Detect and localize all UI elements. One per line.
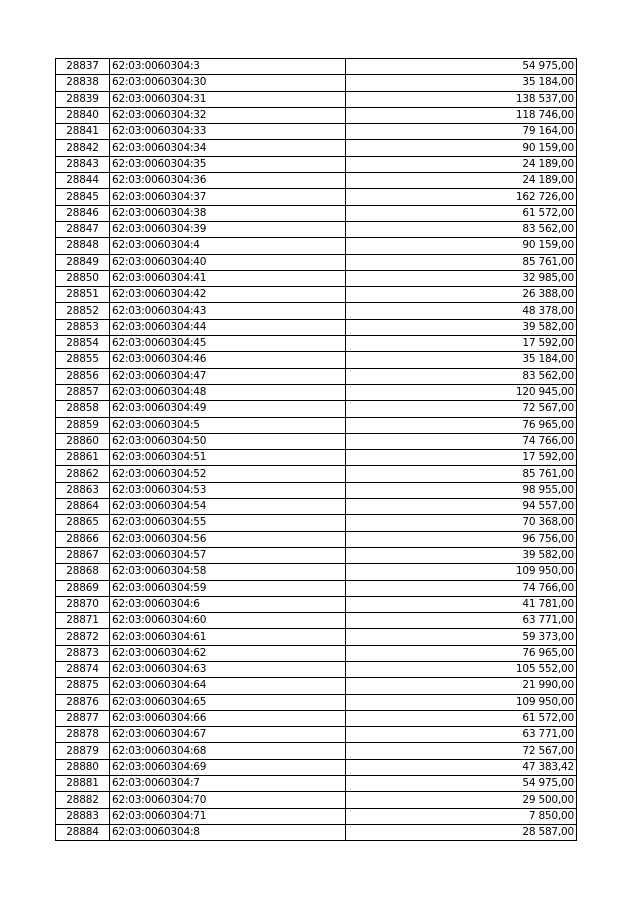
- cadastral-number-cell: 62:03:0060304:69: [110, 759, 346, 775]
- cadastral-number-cell: 62:03:0060304:5: [110, 417, 346, 433]
- table-row: [56, 645, 577, 661]
- table-row: [56, 727, 577, 743]
- cadastral-number-cell: 62:03:0060304:38: [110, 205, 346, 221]
- row-number-cell: 28853: [56, 319, 110, 335]
- table-row: [56, 792, 577, 808]
- value-cell: 79 164,00: [346, 124, 577, 140]
- table-row: [56, 303, 577, 319]
- cadastral-number-cell: 62:03:0060304:61: [110, 629, 346, 645]
- table-row: [56, 824, 577, 840]
- value-cell: 26 388,00: [346, 287, 577, 303]
- table-row: [56, 613, 577, 629]
- value-cell: 39 582,00: [346, 319, 577, 335]
- row-number-cell: 28882: [56, 792, 110, 808]
- table-row: [56, 107, 577, 123]
- value-cell: 41 781,00: [346, 596, 577, 612]
- value-cell: 72 567,00: [346, 743, 577, 759]
- row-number-cell: 28849: [56, 254, 110, 270]
- cadastral-number-cell: 62:03:0060304:59: [110, 580, 346, 596]
- value-cell: 7 850,00: [346, 808, 577, 824]
- cadastral-number-cell: 62:03:0060304:52: [110, 466, 346, 482]
- row-number-cell: 28870: [56, 596, 110, 612]
- cadastral-value-table: [55, 58, 577, 841]
- row-number-cell: 28843: [56, 156, 110, 172]
- table-row: [56, 515, 577, 531]
- table-row: [56, 91, 577, 107]
- row-number-cell: 28847: [56, 221, 110, 237]
- table-row: [56, 140, 577, 156]
- table-row: [56, 564, 577, 580]
- cadastral-number-cell: 62:03:0060304:50: [110, 433, 346, 449]
- value-cell: 24 189,00: [346, 173, 577, 189]
- cadastral-number-cell: 62:03:0060304:60: [110, 613, 346, 629]
- table-row: [56, 499, 577, 515]
- table-row: [56, 482, 577, 498]
- cadastral-number-cell: 62:03:0060304:46: [110, 352, 346, 368]
- table-row: [56, 547, 577, 563]
- cadastral-number-cell: 62:03:0060304:65: [110, 694, 346, 710]
- cadastral-number-cell: 62:03:0060304:42: [110, 287, 346, 303]
- value-cell: 85 761,00: [346, 466, 577, 482]
- value-cell: 94 557,00: [346, 499, 577, 515]
- value-cell: 24 189,00: [346, 156, 577, 172]
- cadastral-number-cell: 62:03:0060304:64: [110, 678, 346, 694]
- value-cell: 105 552,00: [346, 661, 577, 677]
- row-number-cell: 28845: [56, 189, 110, 205]
- cadastral-number-cell: 62:03:0060304:32: [110, 107, 346, 123]
- value-cell: 63 771,00: [346, 613, 577, 629]
- cadastral-number-cell: 62:03:0060304:35: [110, 156, 346, 172]
- value-cell: 76 965,00: [346, 417, 577, 433]
- table-row: [56, 352, 577, 368]
- cadastral-number-cell: 62:03:0060304:70: [110, 792, 346, 808]
- table-row: [56, 743, 577, 759]
- cadastral-number-cell: 62:03:0060304:30: [110, 75, 346, 91]
- row-number-cell: 28880: [56, 759, 110, 775]
- table-row: [56, 678, 577, 694]
- row-number-cell: 28865: [56, 515, 110, 531]
- row-number-cell: 28859: [56, 417, 110, 433]
- row-number-cell: 28864: [56, 499, 110, 515]
- value-cell: 28 587,00: [346, 824, 577, 840]
- value-cell: 63 771,00: [346, 727, 577, 743]
- value-cell: 21 990,00: [346, 678, 577, 694]
- table-row: [56, 596, 577, 612]
- row-number-cell: 28867: [56, 547, 110, 563]
- cadastral-number-cell: 62:03:0060304:58: [110, 564, 346, 580]
- value-cell: 54 975,00: [346, 59, 577, 75]
- value-cell: 59 373,00: [346, 629, 577, 645]
- row-number-cell: 28855: [56, 352, 110, 368]
- cadastral-number-cell: 62:03:0060304:3: [110, 59, 346, 75]
- row-number-cell: 28876: [56, 694, 110, 710]
- table-row: [56, 221, 577, 237]
- table-row: [56, 710, 577, 726]
- table-row: [56, 368, 577, 384]
- table-row: [56, 417, 577, 433]
- table-row: [56, 384, 577, 400]
- value-cell: 74 766,00: [346, 433, 577, 449]
- cadastral-number-cell: 62:03:0060304:54: [110, 499, 346, 515]
- value-cell: 48 378,00: [346, 303, 577, 319]
- cadastral-number-cell: 62:03:0060304:55: [110, 515, 346, 531]
- cadastral-number-cell: 62:03:0060304:6: [110, 596, 346, 612]
- cadastral-number-cell: 62:03:0060304:44: [110, 319, 346, 335]
- table-row: [56, 401, 577, 417]
- row-number-cell: 28858: [56, 401, 110, 417]
- row-number-cell: 28863: [56, 482, 110, 498]
- table-row: [56, 173, 577, 189]
- row-number-cell: 28841: [56, 124, 110, 140]
- row-number-cell: 28884: [56, 824, 110, 840]
- value-cell: 35 184,00: [346, 352, 577, 368]
- value-cell: 72 567,00: [346, 401, 577, 417]
- table-row: [56, 270, 577, 286]
- cadastral-number-cell: 62:03:0060304:57: [110, 547, 346, 563]
- value-cell: 61 572,00: [346, 205, 577, 221]
- cadastral-number-cell: 62:03:0060304:8: [110, 824, 346, 840]
- cadastral-number-cell: 62:03:0060304:63: [110, 661, 346, 677]
- cadastral-number-cell: 62:03:0060304:56: [110, 531, 346, 547]
- row-number-cell: 28875: [56, 678, 110, 694]
- table-row: [56, 75, 577, 91]
- table-row: [56, 319, 577, 335]
- value-cell: 83 562,00: [346, 368, 577, 384]
- value-cell: 74 766,00: [346, 580, 577, 596]
- cadastral-number-cell: 62:03:0060304:36: [110, 173, 346, 189]
- value-cell: 90 159,00: [346, 238, 577, 254]
- cadastral-number-cell: 62:03:0060304:48: [110, 384, 346, 400]
- value-cell: 90 159,00: [346, 140, 577, 156]
- value-cell: 35 184,00: [346, 75, 577, 91]
- value-cell: 83 562,00: [346, 221, 577, 237]
- row-number-cell: 28877: [56, 710, 110, 726]
- row-number-cell: 28866: [56, 531, 110, 547]
- value-cell: 120 945,00: [346, 384, 577, 400]
- cadastral-number-cell: 62:03:0060304:40: [110, 254, 346, 270]
- value-cell: 29 500,00: [346, 792, 577, 808]
- value-cell: 54 975,00: [346, 776, 577, 792]
- table-row: [56, 759, 577, 775]
- value-cell: 70 368,00: [346, 515, 577, 531]
- value-cell: 109 950,00: [346, 694, 577, 710]
- cadastral-number-cell: 62:03:0060304:51: [110, 450, 346, 466]
- row-number-cell: 28840: [56, 107, 110, 123]
- row-number-cell: 28873: [56, 645, 110, 661]
- value-cell: 32 985,00: [346, 270, 577, 286]
- row-number-cell: 28837: [56, 59, 110, 75]
- table-row: [56, 124, 577, 140]
- cadastral-number-cell: 62:03:0060304:7: [110, 776, 346, 792]
- table-row: [56, 580, 577, 596]
- value-cell: 98 955,00: [346, 482, 577, 498]
- row-number-cell: 28850: [56, 270, 110, 286]
- table-row: [56, 776, 577, 792]
- row-number-cell: 28862: [56, 466, 110, 482]
- cadastral-number-cell: 62:03:0060304:4: [110, 238, 346, 254]
- cadastral-number-cell: 62:03:0060304:49: [110, 401, 346, 417]
- row-number-cell: 28878: [56, 727, 110, 743]
- table-body: [56, 59, 577, 841]
- row-number-cell: 28857: [56, 384, 110, 400]
- table-row: [56, 238, 577, 254]
- row-number-cell: 28860: [56, 433, 110, 449]
- cadastral-number-cell: 62:03:0060304:33: [110, 124, 346, 140]
- value-cell: 109 950,00: [346, 564, 577, 580]
- cadastral-number-cell: 62:03:0060304:31: [110, 91, 346, 107]
- cadastral-number-cell: 62:03:0060304:67: [110, 727, 346, 743]
- table-row: [56, 189, 577, 205]
- row-number-cell: 28839: [56, 91, 110, 107]
- row-number-cell: 28874: [56, 661, 110, 677]
- table-row: [56, 694, 577, 710]
- table-row: [56, 629, 577, 645]
- row-number-cell: 28881: [56, 776, 110, 792]
- row-number-cell: 28883: [56, 808, 110, 824]
- cadastral-number-cell: 62:03:0060304:53: [110, 482, 346, 498]
- row-number-cell: 28854: [56, 336, 110, 352]
- row-number-cell: 28852: [56, 303, 110, 319]
- row-number-cell: 28844: [56, 173, 110, 189]
- value-cell: 96 756,00: [346, 531, 577, 547]
- row-number-cell: 28851: [56, 287, 110, 303]
- value-cell: 39 582,00: [346, 547, 577, 563]
- table-row: [56, 156, 577, 172]
- cadastral-number-cell: 62:03:0060304:66: [110, 710, 346, 726]
- cadastral-number-cell: 62:03:0060304:41: [110, 270, 346, 286]
- cadastral-number-cell: 62:03:0060304:62: [110, 645, 346, 661]
- table-row: [56, 433, 577, 449]
- table-row: [56, 287, 577, 303]
- row-number-cell: 28872: [56, 629, 110, 645]
- value-cell: 17 592,00: [346, 336, 577, 352]
- row-number-cell: 28848: [56, 238, 110, 254]
- value-cell: 85 761,00: [346, 254, 577, 270]
- table-row: [56, 661, 577, 677]
- table-row: [56, 531, 577, 547]
- cadastral-number-cell: 62:03:0060304:39: [110, 221, 346, 237]
- cadastral-number-cell: 62:03:0060304:34: [110, 140, 346, 156]
- table-row: [56, 205, 577, 221]
- value-cell: 17 592,00: [346, 450, 577, 466]
- cadastral-number-cell: 62:03:0060304:68: [110, 743, 346, 759]
- table-row: [56, 336, 577, 352]
- row-number-cell: 28856: [56, 368, 110, 384]
- table-row: [56, 808, 577, 824]
- row-number-cell: 28869: [56, 580, 110, 596]
- cadastral-number-cell: 62:03:0060304:43: [110, 303, 346, 319]
- cadastral-number-cell: 62:03:0060304:71: [110, 808, 346, 824]
- row-number-cell: 28846: [56, 205, 110, 221]
- value-cell: 118 746,00: [346, 107, 577, 123]
- value-cell: 76 965,00: [346, 645, 577, 661]
- row-number-cell: 28868: [56, 564, 110, 580]
- value-cell: 138 537,00: [346, 91, 577, 107]
- cadastral-number-cell: 62:03:0060304:47: [110, 368, 346, 384]
- table-row: [56, 59, 577, 75]
- cadastral-number-cell: 62:03:0060304:45: [110, 336, 346, 352]
- table-row: [56, 254, 577, 270]
- row-number-cell: 28838: [56, 75, 110, 91]
- cadastral-number-cell: 62:03:0060304:37: [110, 189, 346, 205]
- value-cell: 61 572,00: [346, 710, 577, 726]
- row-number-cell: 28871: [56, 613, 110, 629]
- row-number-cell: 28879: [56, 743, 110, 759]
- table-row: [56, 450, 577, 466]
- row-number-cell: 28861: [56, 450, 110, 466]
- row-number-cell: 28842: [56, 140, 110, 156]
- value-cell: 47 383,42: [346, 759, 577, 775]
- value-cell: 162 726,00: [346, 189, 577, 205]
- table-row: [56, 466, 577, 482]
